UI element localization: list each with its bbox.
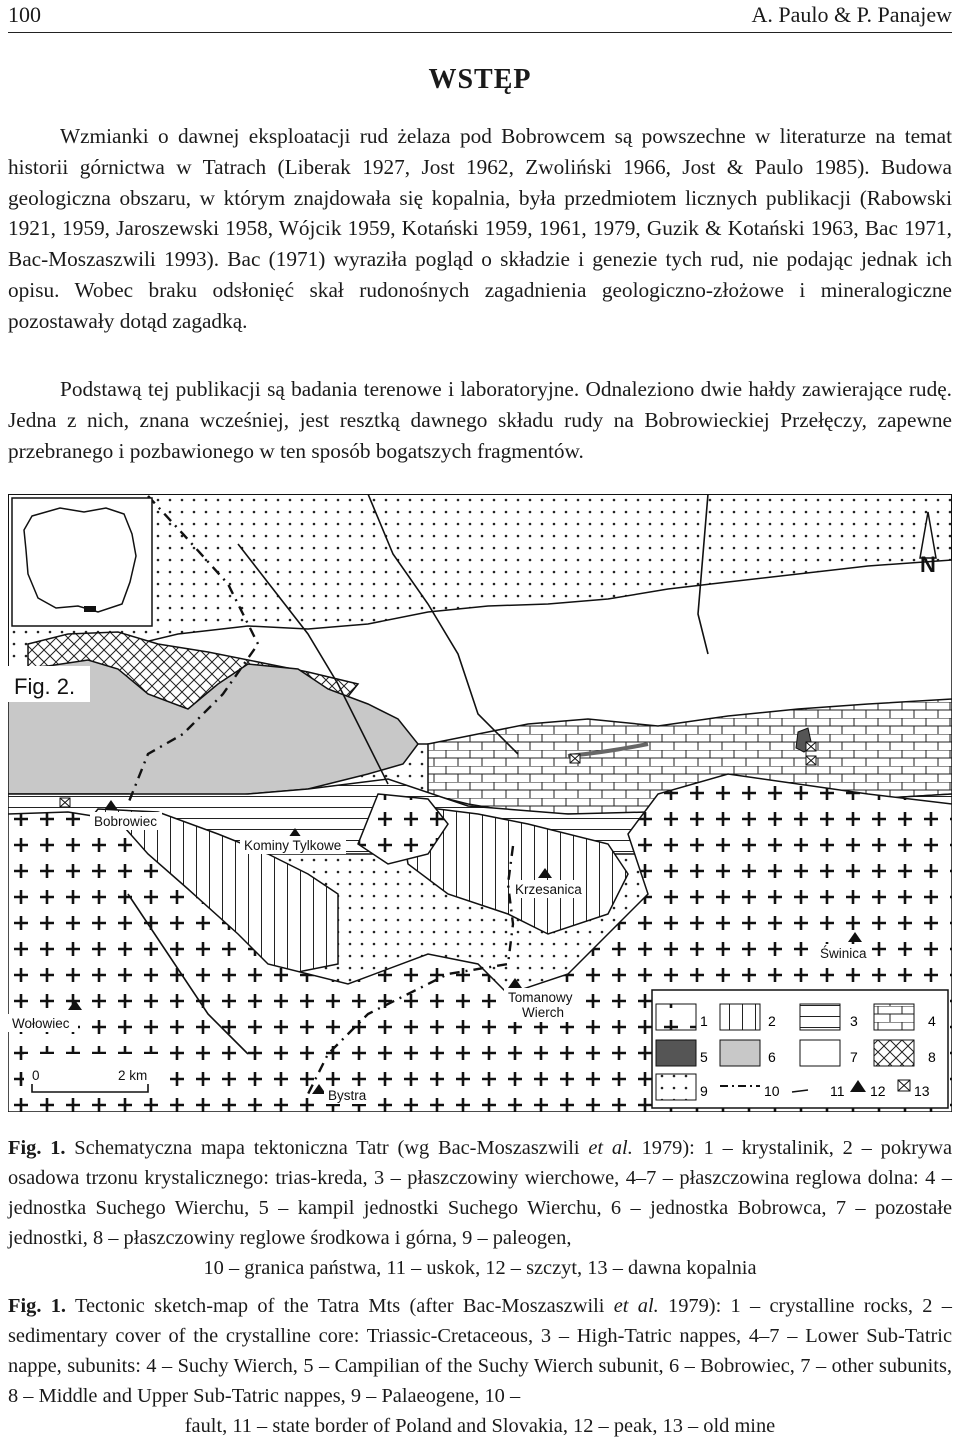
legend-label: 8 <box>928 1049 936 1065</box>
inset-locator-map <box>12 498 152 626</box>
north-label: N <box>920 552 936 577</box>
caption-text: Schematyczna mapa tektoniczna Tatr (wg Bac-Moszaszwili <box>65 1137 589 1159</box>
legend-label: 11 <box>830 1083 845 1099</box>
legend-swatch-9 <box>656 1074 696 1100</box>
caption-last-line: fault, 11 – state border of Poland and Slovakia, 12 – peak, 13 – old mine <box>184 1415 776 1437</box>
place-label: Tomanowy <box>508 990 573 1005</box>
section-title: WSTĘP <box>428 64 532 95</box>
intro-paragraph-1 <box>8 121 952 337</box>
tectonic-map-figure <box>8 494 952 1112</box>
caption-et-al: et al. <box>588 1137 633 1159</box>
legend-label: 13 <box>914 1083 930 1099</box>
running-authors: A. Paulo & P. Panajew <box>751 2 952 27</box>
figure-caption-english <box>8 1291 952 1441</box>
caption-text: Tectonic sketch-map of the Tatra Mts (after Bac-Moszaszwili <box>66 1295 614 1317</box>
legend-symbol-mine-icon <box>898 1080 910 1091</box>
caption-last-line: 10 – granica państwa, 11 – uskok, 12 – szczyt, 13 – dawna kopalnia <box>203 1257 757 1279</box>
intro-paragraph-2 <box>8 374 952 466</box>
legend-swatch-3 <box>800 1004 840 1030</box>
caption-et-al: et al. <box>613 1295 659 1317</box>
legend-label: 10 <box>764 1083 780 1099</box>
caption-label: Fig. 1. <box>8 1295 67 1317</box>
legend-label: 3 <box>850 1013 858 1029</box>
place-label: Bobrowiec <box>94 814 158 829</box>
page-number: 100 <box>8 2 41 27</box>
caption-text: 1979): 1 – krystalinik, 2 – pokrywa osadowa trzonu krystalicznego: trias-kreda, 3 – płaszczowiny wierchowe, 4–7 – płaszczowina reglowa dolna: 4 – jednostka Suchego Wierchu, 5 – kampil jednostki Suchego Wierchu, 6 – jednostka Bobrowca, 7 – pozostałe jednostki, 8 – płaszczowiny reglowe środkowa i górna, 9 – paleogen, <box>8 1137 952 1249</box>
legend-label: 4 <box>928 1013 936 1029</box>
place-label: Kominy Tylkowe <box>244 838 342 853</box>
scale-start: 0 <box>32 1068 40 1083</box>
place-label: Bystra <box>328 1088 367 1103</box>
legend-label: 7 <box>850 1049 858 1065</box>
scale-end: 2 km <box>118 1068 148 1083</box>
running-header <box>8 2 952 33</box>
legend-label: 6 <box>768 1049 776 1065</box>
legend-label: 5 <box>700 1049 708 1065</box>
legend-swatch-6 <box>720 1040 760 1066</box>
legend-label: 9 <box>700 1083 708 1099</box>
legend-swatch-1 <box>656 1004 696 1030</box>
legend-swatch-2 <box>720 1004 760 1030</box>
caption-text: 1979): 1 – crystalline rocks, 2 – sedimentary cover of the crystalline core: Triassic-Cretaceous, 3 – High-Tatric nappes, 4–7 – Lower Sub-Tatric nappe, subunits: 4 – Suchy Wierch, 5 – Campilian of the Suchy Wierch subunit, 6 – Bobrowiec, 7 – other subunits, 8 – Middle and Upper Sub-Tatric nappes, 9 – Palaeogene, 10 – <box>8 1295 952 1407</box>
legend-label: 12 <box>870 1083 886 1099</box>
place-label: Krzesanica <box>515 882 582 897</box>
legend-swatch-5 <box>656 1040 696 1066</box>
legend-label: 2 <box>768 1013 776 1029</box>
legend-swatch-4 <box>874 1004 914 1030</box>
figure-caption-polish <box>8 1133 952 1283</box>
legend-label: 1 <box>700 1013 708 1029</box>
caption-label: Fig. 1. <box>8 1137 66 1159</box>
paragraph-text: Podstawą tej publikacji są badania terenowe i laboratoryjne. Odnaleziono dwie hałdy zawierające rudę. Jedna z nich, znana wcześniej, jest resztką dawnego składu rudy na Bobrowieckiej Przełęczy, zapewne przebranego i pozbawionego w ten sposób bogatszych fragmentów. <box>8 377 952 463</box>
scale-bar <box>24 1054 158 1098</box>
place-label: Wierch <box>522 1005 565 1020</box>
fig2-label: Fig. 2. <box>14 674 76 699</box>
paragraph-text: Wzmianki o dawnej eksploatacji rud żelaza pod Bobrowcem są powszechne w literaturze na temat historii górnictwa w Tatrach (Liberak 1927, Jost 1962, Zwoliński 1966, Jost & Paulo 1985). Budowa geologiczna obszaru, w którym znajdowała się kopalnia, była przedmiotem licznych publikacji (Rabowski 1921, 1959, Jaroszewski 1958, Wójcik 1959, Kotański 1959, 1961, 1979, Guzik & Kotański 1963, Bac 1971, Bac-Moszaszwili 1993). Bac (1971) wyraziła pogląd o składzie i genezie tych rud, nie podając jednak ich opisu. Wobec braku odsłonięć skał rudonośnych zagadnienia geologiczno-złożowe i mineralogiczne pozostawały dotąd zagadką. <box>8 124 952 333</box>
map-legend <box>652 990 948 1108</box>
place-label: Wołowiec <box>12 1016 70 1031</box>
place-label: Świnica <box>820 946 867 961</box>
legend-swatch-8 <box>874 1040 914 1066</box>
legend-swatch-7 <box>800 1040 840 1066</box>
